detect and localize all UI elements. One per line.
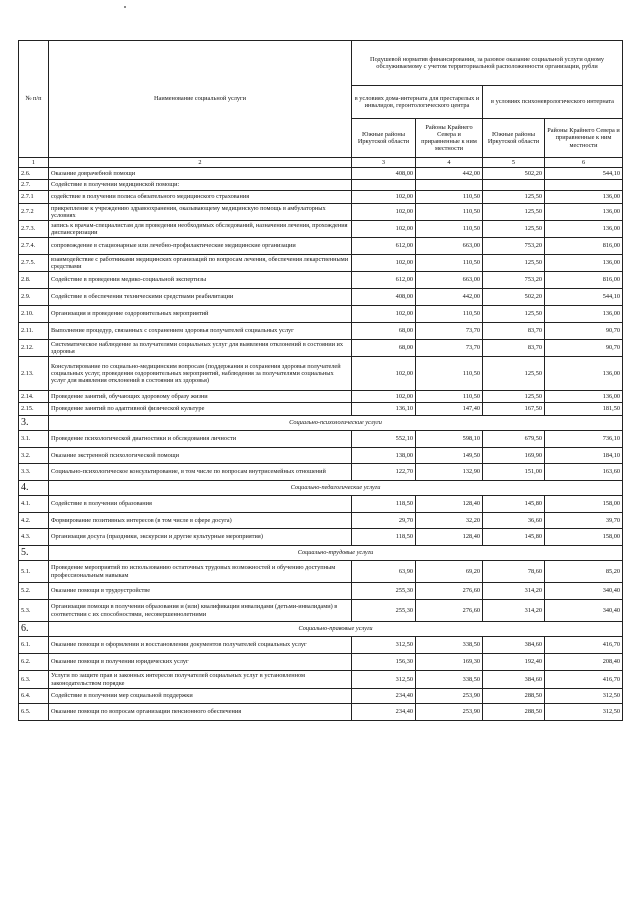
rate-value: 110,50 bbox=[416, 357, 483, 391]
rate-value: 167,50 bbox=[483, 403, 545, 416]
rate-value: 598,10 bbox=[416, 431, 483, 448]
rate-value: 663,00 bbox=[416, 238, 483, 255]
rate-value: 338,50 bbox=[416, 671, 483, 689]
header-south-a: Южные районы Иркутской области bbox=[352, 119, 416, 158]
table-row bbox=[19, 654, 623, 671]
rate-value: 110,50 bbox=[416, 255, 483, 272]
rate-value: 125,50 bbox=[483, 204, 545, 221]
row-number: 3.3. bbox=[19, 464, 49, 481]
table-row bbox=[19, 671, 623, 689]
rate-value: 753,20 bbox=[483, 238, 545, 255]
header-north-b: Районы Крайнего Севера и приравненные к ним местности bbox=[545, 119, 623, 158]
header-subgroup-home: в условиях дома-интерната для престарелых и инвалидов, геронтологического центра bbox=[352, 86, 483, 119]
rate-value: 69,20 bbox=[416, 561, 483, 583]
table-row bbox=[19, 306, 623, 323]
rate-value: 36,60 bbox=[483, 513, 545, 529]
rate-value: 110,50 bbox=[416, 306, 483, 323]
service-name: Содействие в обеспечении техническими средствами реабилитации bbox=[49, 289, 352, 306]
rate-value: 416,70 bbox=[545, 671, 623, 689]
section-number: 6. bbox=[19, 622, 49, 637]
rate-value: 544,10 bbox=[545, 168, 623, 180]
rate-value: 83,70 bbox=[483, 323, 545, 340]
rate-value: 136,00 bbox=[545, 306, 623, 323]
table-row bbox=[19, 204, 623, 221]
rate-value: 340,40 bbox=[545, 583, 623, 600]
table-row bbox=[19, 496, 623, 513]
service-name: Оказание экстренной психологической помощи bbox=[49, 448, 352, 464]
rate-value: 110,50 bbox=[416, 221, 483, 238]
rate-value: 253,90 bbox=[416, 704, 483, 721]
rate-value: 90,70 bbox=[545, 340, 623, 357]
rate-value: 502,20 bbox=[483, 289, 545, 306]
service-name: содействие в получении полиса обязательного медицинского страхования bbox=[49, 191, 352, 204]
section-title: Социально-психологические услуги bbox=[49, 416, 623, 431]
table-header bbox=[19, 41, 623, 168]
rate-value: 312,50 bbox=[352, 671, 416, 689]
rate-value: 78,60 bbox=[483, 561, 545, 583]
row-number: 4.3. bbox=[19, 529, 49, 546]
rate-value: 68,00 bbox=[352, 340, 416, 357]
rate-value: 816,00 bbox=[545, 238, 623, 255]
column-numbers-row bbox=[19, 158, 623, 168]
service-name: Оказание помощи в получении юридических услуг bbox=[49, 654, 352, 671]
row-number: 2.13. bbox=[19, 357, 49, 391]
section-row bbox=[19, 481, 623, 496]
table-row bbox=[19, 513, 623, 529]
service-name: Формирование позитивных интересов (в том числе в сфере досуга) bbox=[49, 513, 352, 529]
table-row bbox=[19, 255, 623, 272]
section-row bbox=[19, 546, 623, 561]
row-number: 6.3. bbox=[19, 671, 49, 689]
rate-value: 125,50 bbox=[483, 255, 545, 272]
rate-value: 612,00 bbox=[352, 238, 416, 255]
rate-value: 181,50 bbox=[545, 403, 623, 416]
scan-speck bbox=[124, 6, 126, 8]
table-row bbox=[19, 272, 623, 289]
rate-value: 136,00 bbox=[545, 255, 623, 272]
row-number: 2.8. bbox=[19, 272, 49, 289]
row-number: 6.2. bbox=[19, 654, 49, 671]
service-name: Организация досуга (праздники, экскурсии и другие культурные мероприятия) bbox=[49, 529, 352, 546]
table-row bbox=[19, 704, 623, 721]
rate-value: 125,50 bbox=[483, 357, 545, 391]
rate-value: 136,00 bbox=[545, 204, 623, 221]
row-number: 2.7.5. bbox=[19, 255, 49, 272]
table-row bbox=[19, 323, 623, 340]
rate-value: 255,30 bbox=[352, 583, 416, 600]
rate-value: 110,50 bbox=[416, 391, 483, 403]
service-name: взаимодействие с работниками медицинских организаций по вопросам лечения, обеспечения лекарственными средствами bbox=[49, 255, 352, 272]
row-number: 4.1. bbox=[19, 496, 49, 513]
rate-value: 122,70 bbox=[352, 464, 416, 481]
rate-value: 408,00 bbox=[352, 289, 416, 306]
service-name: Содействие в проведении медико-социальной экспертизы bbox=[49, 272, 352, 289]
rate-value: 163,60 bbox=[545, 464, 623, 481]
table-row bbox=[19, 357, 623, 391]
service-name: Организация и проведение оздоровительных мероприятий bbox=[49, 306, 352, 323]
rate-value: 816,00 bbox=[545, 272, 623, 289]
rate-value: 314,20 bbox=[483, 600, 545, 622]
rate-value: 312,50 bbox=[545, 704, 623, 721]
rate-value: 125,50 bbox=[483, 391, 545, 403]
rate-value: 102,00 bbox=[352, 391, 416, 403]
table-row bbox=[19, 168, 623, 180]
rate-value: 340,40 bbox=[545, 600, 623, 622]
service-name: Систематическое наблюдение за получателями социальных услуг для выявления отклонений в состоянии их здоровья bbox=[49, 340, 352, 357]
rate-value: 68,00 bbox=[352, 323, 416, 340]
rate-value: 384,60 bbox=[483, 671, 545, 689]
rate-value: 192,40 bbox=[483, 654, 545, 671]
rate-value: 312,50 bbox=[352, 637, 416, 654]
table-row bbox=[19, 561, 623, 583]
rate-value: 102,00 bbox=[352, 357, 416, 391]
service-name: Содействие в получении образования bbox=[49, 496, 352, 513]
service-name: Оказание помощи в трудоустройстве bbox=[49, 583, 352, 600]
row-number: 5.1. bbox=[19, 561, 49, 583]
rate-value: 253,90 bbox=[416, 689, 483, 704]
service-name: сопровождение в стационарные или лечебно-профилактические медицинские организации bbox=[49, 238, 352, 255]
rate-value: 234,40 bbox=[352, 689, 416, 704]
table-row bbox=[19, 403, 623, 416]
rate-value: 149,50 bbox=[416, 448, 483, 464]
rate-value: 288,50 bbox=[483, 689, 545, 704]
rate-value: 136,00 bbox=[545, 357, 623, 391]
section-number: 3. bbox=[19, 416, 49, 431]
rate-value: 314,20 bbox=[483, 583, 545, 600]
service-name: прикрепление к учреждению здравоохранения, оказывающему медицинскую помощь в амбулаторных условиях bbox=[49, 204, 352, 221]
rate-value bbox=[416, 180, 483, 191]
row-number: 2.7. bbox=[19, 180, 49, 191]
rate-value: 416,70 bbox=[545, 637, 623, 654]
service-name: Содействие в получении мер социальной поддержки bbox=[49, 689, 352, 704]
table-row bbox=[19, 689, 623, 704]
table-row bbox=[19, 180, 623, 191]
service-name: Проведение психологической диагностики и обследования личности bbox=[49, 431, 352, 448]
row-number: 2.7.2 bbox=[19, 204, 49, 221]
table-row bbox=[19, 221, 623, 238]
row-number: 2.6. bbox=[19, 168, 49, 180]
column-number: 2 bbox=[49, 158, 352, 168]
rate-value: 39,70 bbox=[545, 513, 623, 529]
row-number: 6.1. bbox=[19, 637, 49, 654]
rate-value: 90,70 bbox=[545, 323, 623, 340]
rate-value: 102,00 bbox=[352, 255, 416, 272]
rate-value: 502,20 bbox=[483, 168, 545, 180]
header-col-name: Наименование социальной услуги bbox=[49, 41, 352, 158]
column-number: 1 bbox=[19, 158, 49, 168]
rate-value: 169,30 bbox=[416, 654, 483, 671]
rate-value bbox=[483, 180, 545, 191]
rate-value: 312,50 bbox=[545, 689, 623, 704]
rate-value: 338,50 bbox=[416, 637, 483, 654]
header-col-number: № п/п bbox=[19, 41, 49, 158]
rate-value: 136,00 bbox=[545, 391, 623, 403]
table-row bbox=[19, 391, 623, 403]
rate-value: 442,00 bbox=[416, 289, 483, 306]
rate-value: 408,00 bbox=[352, 168, 416, 180]
rate-value: 63,90 bbox=[352, 561, 416, 583]
service-name: Проведение занятий по адаптивной физической культуре bbox=[49, 403, 352, 416]
service-name: Услуги по защите прав и законных интересов получателей социальных услуг в установленном законодательством порядке bbox=[49, 671, 352, 689]
rate-value: 442,00 bbox=[416, 168, 483, 180]
rate-value bbox=[352, 180, 416, 191]
section-row bbox=[19, 416, 623, 431]
table-row bbox=[19, 431, 623, 448]
table-row bbox=[19, 340, 623, 357]
rate-value: 276,60 bbox=[416, 583, 483, 600]
rate-value: 184,10 bbox=[545, 448, 623, 464]
section-title: Социально-трудовые услуги bbox=[49, 546, 623, 561]
rate-value: 125,50 bbox=[483, 306, 545, 323]
row-number: 6.4. bbox=[19, 689, 49, 704]
rate-value: 73,70 bbox=[416, 340, 483, 357]
row-number: 2.10. bbox=[19, 306, 49, 323]
rate-value: 544,10 bbox=[545, 289, 623, 306]
row-number: 4.2. bbox=[19, 513, 49, 529]
rate-value: 102,00 bbox=[352, 306, 416, 323]
rate-value: 663,00 bbox=[416, 272, 483, 289]
table-row bbox=[19, 289, 623, 306]
row-number: 3.2. bbox=[19, 448, 49, 464]
column-number: 4 bbox=[416, 158, 483, 168]
rate-value: 151,00 bbox=[483, 464, 545, 481]
rate-value: 125,50 bbox=[483, 221, 545, 238]
rate-value: 276,60 bbox=[416, 600, 483, 622]
service-name: Выполнение процедур, связанных с сохранением здоровья получателей социальных услуг bbox=[49, 323, 352, 340]
rate-value: 73,70 bbox=[416, 323, 483, 340]
rate-value: 128,40 bbox=[416, 529, 483, 546]
rate-value: 32,20 bbox=[416, 513, 483, 529]
header-group-title: Подушевой норматив финансирования, за разовое оказание социальной услуги одному обслуживаемому с учетом территориальной расположенности организации, рубли bbox=[352, 41, 623, 86]
row-number: 5.2. bbox=[19, 583, 49, 600]
tariff-table bbox=[18, 40, 623, 721]
rate-value: 128,40 bbox=[416, 496, 483, 513]
rate-value: 29,70 bbox=[352, 513, 416, 529]
row-number: 2.7.1 bbox=[19, 191, 49, 204]
rate-value: 736,10 bbox=[545, 431, 623, 448]
service-name: Оказание помощи в оформлении и восстановлении документов получателей социальных услуг bbox=[49, 637, 352, 654]
table-row bbox=[19, 600, 623, 622]
rate-value: 102,00 bbox=[352, 191, 416, 204]
table-row bbox=[19, 637, 623, 654]
rate-value: 118,50 bbox=[352, 529, 416, 546]
rate-value: 255,30 bbox=[352, 600, 416, 622]
service-name: Проведение занятий, обучающих здоровому образу жизни bbox=[49, 391, 352, 403]
rate-value: 102,00 bbox=[352, 204, 416, 221]
section-number: 5. bbox=[19, 546, 49, 561]
service-name: Оказание помощи по вопросам организации пенсионного обеспечения bbox=[49, 704, 352, 721]
table-body bbox=[19, 168, 623, 721]
table-row bbox=[19, 448, 623, 464]
row-number: 2.11. bbox=[19, 323, 49, 340]
rate-value: 125,50 bbox=[483, 191, 545, 204]
rate-value: 169,90 bbox=[483, 448, 545, 464]
section-title: Социально-педагогические услуги bbox=[49, 481, 623, 496]
rate-value: 136,10 bbox=[352, 403, 416, 416]
service-name: Организация помощи в получении образования и (или) квалификации инвалидами (детьми-инвалидами) в соответствии с их способностями, несовершеннолетними bbox=[49, 600, 352, 622]
row-number: 2.9. bbox=[19, 289, 49, 306]
rate-value: 138,00 bbox=[352, 448, 416, 464]
rate-value: 136,00 bbox=[545, 221, 623, 238]
rate-value: 288,50 bbox=[483, 704, 545, 721]
header-subgroup-psycho: в условиях психоневрологического интерната bbox=[483, 86, 623, 119]
row-number: 2.7.4. bbox=[19, 238, 49, 255]
rate-value: 136,00 bbox=[545, 191, 623, 204]
rate-value: 145,80 bbox=[483, 529, 545, 546]
table-row bbox=[19, 529, 623, 546]
section-title: Социально-правовые услуги bbox=[49, 622, 623, 637]
service-name: Проведение мероприятий по использованию остаточных трудовых возможностей и обучению доступным профессиональным навыкам bbox=[49, 561, 352, 583]
column-number: 5 bbox=[483, 158, 545, 168]
rate-value: 158,00 bbox=[545, 529, 623, 546]
rate-value: 110,50 bbox=[416, 204, 483, 221]
rate-value: 552,10 bbox=[352, 431, 416, 448]
row-number: 6.5. bbox=[19, 704, 49, 721]
rate-value: 83,70 bbox=[483, 340, 545, 357]
row-number: 2.7.3. bbox=[19, 221, 49, 238]
table-row bbox=[19, 238, 623, 255]
header-south-b: Южные районы Иркутской области bbox=[483, 119, 545, 158]
row-number: 2.12. bbox=[19, 340, 49, 357]
rate-value: 234,40 bbox=[352, 704, 416, 721]
row-number: 3.1. bbox=[19, 431, 49, 448]
service-name: Консультирование по социально-медицинским вопросам (поддержания и сохранения здоровья получателей социальных услуг, проведения оздоровительных мероприятий, наблюдения за получателями социальных услуг для выявления отклонений в состоянии их здоровья) bbox=[49, 357, 352, 391]
rate-value: 384,60 bbox=[483, 637, 545, 654]
rate-value: 132,90 bbox=[416, 464, 483, 481]
service-name: Оказание доврачебной помощи bbox=[49, 168, 352, 180]
rate-value: 147,40 bbox=[416, 403, 483, 416]
section-number: 4. bbox=[19, 481, 49, 496]
rate-value: 102,00 bbox=[352, 221, 416, 238]
service-name: Социально-психологическое консультирование, в том числе по вопросам внутрисемейных отношений bbox=[49, 464, 352, 481]
rate-value: 753,20 bbox=[483, 272, 545, 289]
row-number: 2.15. bbox=[19, 403, 49, 416]
service-name: Содействие в получении медицинской помощи: bbox=[49, 180, 352, 191]
rate-value: 145,80 bbox=[483, 496, 545, 513]
section-row bbox=[19, 622, 623, 637]
rate-value: 612,00 bbox=[352, 272, 416, 289]
rate-value: 85,20 bbox=[545, 561, 623, 583]
rate-value: 208,40 bbox=[545, 654, 623, 671]
rate-value bbox=[545, 180, 623, 191]
table-row bbox=[19, 191, 623, 204]
service-name: запись к врачам-специалистам для проведения необходимых обследований, назначения лечения, прохождения диспансеризации bbox=[49, 221, 352, 238]
column-number: 6 bbox=[545, 158, 623, 168]
rate-value: 158,00 bbox=[545, 496, 623, 513]
row-number: 2.14. bbox=[19, 391, 49, 403]
rate-value: 118,50 bbox=[352, 496, 416, 513]
rate-value: 679,50 bbox=[483, 431, 545, 448]
row-number: 5.3. bbox=[19, 600, 49, 622]
header-north-a: Районы Крайнего Севера и приравненные к ним местности bbox=[416, 119, 483, 158]
rate-value: 156,30 bbox=[352, 654, 416, 671]
column-number: 3 bbox=[352, 158, 416, 168]
table-row bbox=[19, 464, 623, 481]
table-row bbox=[19, 583, 623, 600]
rate-value: 110,50 bbox=[416, 191, 483, 204]
